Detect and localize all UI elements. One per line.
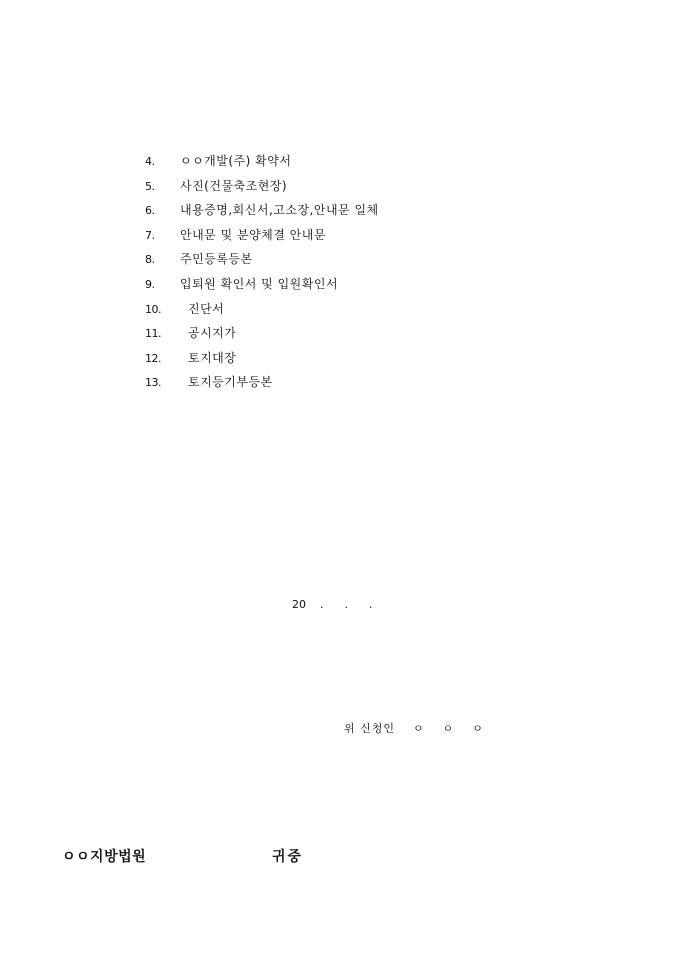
item-number: 6.	[145, 204, 155, 218]
item-number: 7.	[145, 228, 155, 242]
item-text: 주민등록등본	[180, 252, 253, 267]
item-text: 내용증명,회신서,고소장,안내문 일체	[180, 203, 379, 218]
list-item	[145, 300, 225, 325]
applicant-signature-line: 위 신청인 ㅇ ㅇ ㅇ	[344, 722, 484, 735]
item-number: 5.	[145, 179, 155, 193]
list-item	[145, 201, 379, 226]
list-item	[145, 250, 253, 275]
item-text: ㅇㅇ개발(주) 확약서	[180, 154, 292, 168]
court-suffix: 귀중	[272, 849, 304, 865]
item-number: 4.	[145, 155, 155, 168]
list-item	[145, 177, 288, 202]
item-number: 12.	[145, 351, 161, 365]
list-item	[145, 324, 237, 349]
item-text: 토지등기부등본	[188, 375, 273, 390]
item-number: 10.	[145, 302, 161, 316]
item-text: 토지대장	[188, 350, 237, 365]
list-item	[145, 226, 326, 251]
item-number: 8.	[145, 253, 155, 267]
item-number: 9.	[145, 277, 155, 291]
attachment-list	[145, 152, 379, 398]
date-line: 20 . . .	[292, 598, 373, 611]
item-text: 공시지가	[188, 326, 237, 341]
list-item	[145, 373, 273, 398]
item-number: 11.	[145, 327, 161, 341]
item-text: 진단서	[188, 301, 225, 316]
court-addressee	[62, 846, 304, 866]
item-number: 13.	[145, 376, 161, 390]
item-text: 안내문 및 분양체결 안내문	[180, 227, 326, 242]
list-item	[145, 349, 237, 374]
item-text: 사진(건물축조현장)	[180, 178, 288, 193]
list-item	[145, 275, 339, 300]
item-text: 입퇴원 확인서 및 입원확인서	[180, 276, 339, 291]
list-item	[145, 152, 292, 177]
court-name: ㅇㅇ지방법원	[62, 849, 147, 865]
